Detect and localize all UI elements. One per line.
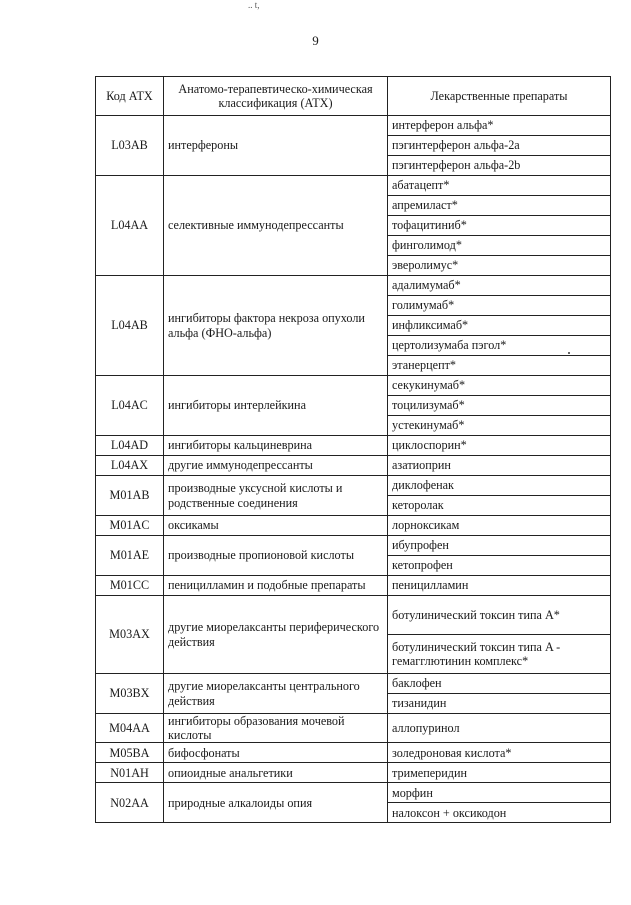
atx-classification-cell: бифосфонаты	[164, 743, 388, 763]
atx-code-cell: L04AD	[96, 436, 164, 456]
drug-cell: тримеперидин	[388, 763, 611, 783]
atx-classification-cell: природные алкалоиды опия	[164, 783, 388, 823]
drug-cell: пеницилламин	[388, 576, 611, 596]
drug-cell: адалимумаб*	[388, 276, 611, 296]
page-number: 9	[312, 33, 319, 48]
atx-code-cell: M03AX	[96, 596, 164, 674]
drug-cell: циклоспорин*	[388, 436, 611, 456]
drug-cell: лорноксикам	[388, 516, 611, 536]
header-code: Код АТХ	[96, 77, 164, 116]
drug-cell: этанерцепт*	[388, 356, 611, 376]
atx-code-cell: L04AX	[96, 456, 164, 476]
table-row	[96, 743, 611, 763]
table-row	[96, 596, 611, 635]
atx-code-cell: M04AA	[96, 714, 164, 743]
atx-code-cell: L03AB	[96, 116, 164, 176]
drug-cell: налоксон + оксикодон	[388, 803, 611, 823]
drug-cell: апремиласт*	[388, 196, 611, 216]
drug-cell: золедроновая кислота*	[388, 743, 611, 763]
header-drugs: Лекарственные препараты	[388, 77, 611, 116]
atx-code-cell: L04AA	[96, 176, 164, 276]
table-row	[96, 436, 611, 456]
table-row	[96, 176, 611, 196]
table-row	[96, 783, 611, 803]
drug-cell: пэгинтерферон альфа-2a	[388, 136, 611, 156]
drug-cell: устекинумаб*	[388, 416, 611, 436]
table-row	[96, 714, 611, 743]
atx-code-cell: M01AC	[96, 516, 164, 536]
drug-cell: тизанидин	[388, 694, 611, 714]
atx-code-cell: M01AE	[96, 536, 164, 576]
drug-cell: кеторолак	[388, 496, 611, 516]
drug-cell: тоцилизумаб*	[388, 396, 611, 416]
atx-classification-cell: производные уксусной кислоты и родственные соединения	[164, 476, 388, 516]
atx-classification-cell: ингибиторы образования мочевой кислоты	[164, 714, 388, 743]
atx-classification-cell: другие миорелаксанты центрального действия	[164, 674, 388, 714]
table-row	[96, 516, 611, 536]
drug-cell: эверолимус*	[388, 256, 611, 276]
drug-cell: тофацитиниб*	[388, 216, 611, 236]
atx-code-cell: L04AB	[96, 276, 164, 376]
header-classification: Анатомо-терапевтическо-химическая классификация (АТХ)	[164, 77, 388, 116]
drug-cell: инфликсимаб*	[388, 316, 611, 336]
atx-code-cell: L04AC	[96, 376, 164, 436]
drug-cell: ботулинический токсин типа A - гемагглютинин комплекс*	[388, 635, 611, 674]
atx-classification-cell: другие иммунодепрессанты	[164, 456, 388, 476]
drug-cell: баклофен	[388, 674, 611, 694]
atx-classification-cell: оксикамы	[164, 516, 388, 536]
atx-classification-cell: ингибиторы кальциневрина	[164, 436, 388, 456]
drug-cell: ибупрофен	[388, 536, 611, 556]
atx-drug-table	[95, 76, 611, 823]
scan-mark: .. t,	[248, 0, 260, 10]
atx-classification-cell: селективные иммунодепрессанты	[164, 176, 388, 276]
atx-code-cell: M01CC	[96, 576, 164, 596]
drug-cell: аллопуринол	[388, 714, 611, 743]
atx-classification-cell: другие миорелаксанты периферического действия	[164, 596, 388, 674]
atx-classification-cell: производные пропионовой кислоты	[164, 536, 388, 576]
table-row	[96, 376, 611, 396]
table-row	[96, 476, 611, 496]
drug-cell: секукинумаб*	[388, 376, 611, 396]
drug-cell: азатиоприн	[388, 456, 611, 476]
atx-code-cell: N02AA	[96, 783, 164, 823]
drug-cell: морфин	[388, 783, 611, 803]
drug-cell: диклофенак	[388, 476, 611, 496]
drug-cell: ботулинический токсин типа A*	[388, 596, 611, 635]
drug-cell: финголимод*	[388, 236, 611, 256]
atx-classification-cell: ингибиторы фактора некроза опухоли альфа (ФНО-альфа)	[164, 276, 388, 376]
table-row	[96, 576, 611, 596]
table-row	[96, 456, 611, 476]
table-body	[96, 116, 611, 823]
atx-classification-cell: пеницилламин и подобные препараты	[164, 576, 388, 596]
table-row	[96, 763, 611, 783]
drug-cell: кетопрофен	[388, 556, 611, 576]
atx-code-cell: M01AB	[96, 476, 164, 516]
atx-classification-cell: опиоидные анальгетики	[164, 763, 388, 783]
drug-cell: цертолизумаба пэгол*	[388, 336, 611, 356]
table-row	[96, 276, 611, 296]
drug-cell: голимумаб*	[388, 296, 611, 316]
drug-cell: абатацепт*	[388, 176, 611, 196]
table-row	[96, 116, 611, 136]
table-row	[96, 536, 611, 556]
table-header-row	[96, 77, 611, 116]
atx-code-cell: N01AH	[96, 763, 164, 783]
atx-code-cell: M05BA	[96, 743, 164, 763]
drug-cell: пэгинтерферон альфа-2b	[388, 156, 611, 176]
atx-code-cell: M03BX	[96, 674, 164, 714]
drug-cell: интерферон альфа*	[388, 116, 611, 136]
atx-classification-cell: ингибиторы интерлейкина	[164, 376, 388, 436]
atx-classification-cell: интерфероны	[164, 116, 388, 176]
table-row	[96, 674, 611, 694]
